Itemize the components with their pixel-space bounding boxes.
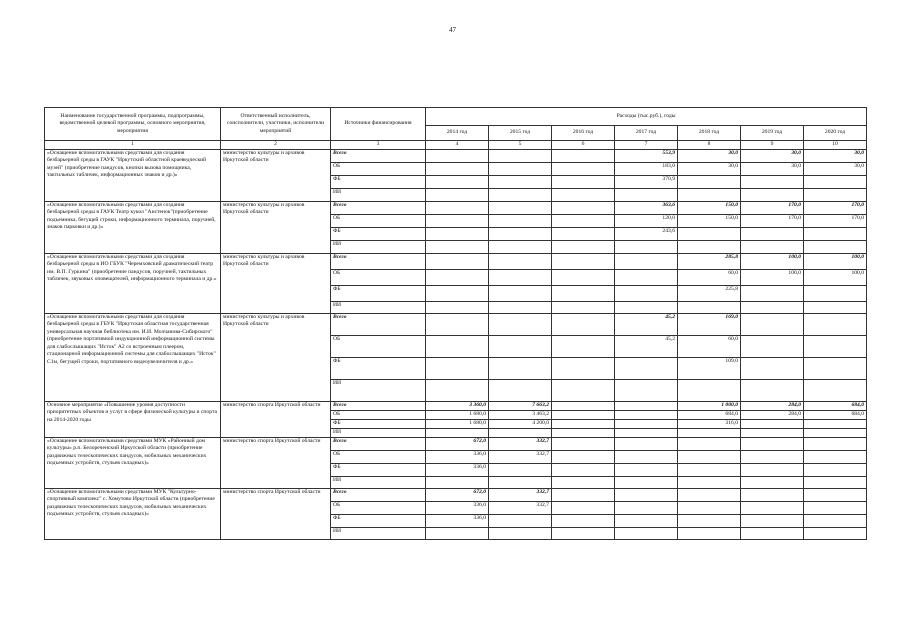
expense-value xyxy=(615,379,678,401)
expense-value xyxy=(678,379,741,401)
expense-value xyxy=(741,285,804,301)
expense-value xyxy=(615,488,678,501)
column-number: 8 xyxy=(678,141,741,150)
expense-value xyxy=(552,227,615,240)
expense-value xyxy=(678,240,741,253)
expense-value: 284,0 xyxy=(741,401,804,410)
expense-value: 332,7 xyxy=(489,501,552,514)
expense-value xyxy=(678,437,741,450)
expense-value: 30,0 xyxy=(741,162,804,175)
expense-value xyxy=(678,514,741,527)
expense-value xyxy=(615,269,678,285)
expense-value: 336,0 xyxy=(426,501,489,514)
expense-value xyxy=(741,419,804,428)
expense-value xyxy=(741,527,804,539)
column-number-row xyxy=(45,141,867,150)
funding-source: ОБ xyxy=(331,410,426,419)
expense-value xyxy=(552,501,615,514)
expense-value: 109,0 xyxy=(678,357,741,379)
expense-value xyxy=(426,527,489,539)
expense-value: 100,0 xyxy=(804,269,867,285)
expense-value: 120,0 xyxy=(615,214,678,227)
table-row xyxy=(45,488,867,501)
expense-value: 3 463,2 xyxy=(489,410,552,419)
expense-value: 4 200,0 xyxy=(489,419,552,428)
expense-value xyxy=(804,450,867,463)
expense-value xyxy=(678,501,741,514)
expense-value: 672,0 xyxy=(426,437,489,450)
expense-value xyxy=(489,527,552,539)
expense-value xyxy=(804,301,867,313)
expense-value: 45,2 xyxy=(615,313,678,335)
expense-value xyxy=(552,285,615,301)
expense-value xyxy=(552,401,615,410)
funding-source: Всего xyxy=(331,201,426,214)
expense-value xyxy=(426,175,489,188)
table-row xyxy=(45,201,867,214)
expense-value xyxy=(552,463,615,476)
expense-value xyxy=(489,240,552,253)
expense-value xyxy=(489,188,552,201)
expense-value xyxy=(804,357,867,379)
expense-value xyxy=(426,269,489,285)
expense-value: 30,0 xyxy=(741,149,804,162)
funding-source: ФБ xyxy=(331,357,426,379)
expense-value xyxy=(552,514,615,527)
expense-value xyxy=(678,450,741,463)
column-number: 9 xyxy=(741,141,804,150)
table-row xyxy=(45,313,867,335)
expense-value xyxy=(426,428,489,437)
expense-value xyxy=(489,201,552,214)
expense-value xyxy=(552,410,615,419)
header-year: 2018 год xyxy=(678,126,741,141)
expense-value: 183,0 xyxy=(615,162,678,175)
expense-value xyxy=(741,476,804,488)
expense-value xyxy=(426,240,489,253)
expense-value xyxy=(804,501,867,514)
expense-value: 1 000,0 xyxy=(678,401,741,410)
funding-source: Всего xyxy=(331,149,426,162)
expense-value: 170,0 xyxy=(741,201,804,214)
executor-name: министерство спорта Иркутской области xyxy=(221,488,331,539)
expense-value: 672,0 xyxy=(426,488,489,501)
expense-value: 336,0 xyxy=(426,514,489,527)
expense-value: 100,0 xyxy=(804,253,867,269)
expense-value xyxy=(426,313,489,335)
funding-source: ФБ xyxy=(331,227,426,240)
expense-value xyxy=(426,476,489,488)
column-number: 2 xyxy=(221,141,331,150)
expense-value xyxy=(804,463,867,476)
expense-value xyxy=(489,428,552,437)
expense-value xyxy=(489,357,552,379)
expense-value: 30,0 xyxy=(678,162,741,175)
expense-value xyxy=(489,162,552,175)
expense-value xyxy=(552,335,615,357)
expense-value xyxy=(552,301,615,313)
expense-value: 150,0 xyxy=(678,214,741,227)
expense-value xyxy=(489,175,552,188)
column-number: 4 xyxy=(426,141,489,150)
funding-source: ИИ xyxy=(331,240,426,253)
expense-value xyxy=(552,476,615,488)
expense-value xyxy=(741,301,804,313)
expense-value xyxy=(615,450,678,463)
activity-name: «Оснащение вспомогательными средствами МУК "Культурно-спортивный комплекс" с. Хомутово Иркутской области (приобретение раздвижных телескопических пандусов, мобильных механических подъемных устройств, стульев складных)» xyxy=(45,488,221,539)
executor-name: министерство культуры и архивов Иркутской области xyxy=(221,201,331,253)
funding-source: Всего xyxy=(331,401,426,410)
expense-value xyxy=(426,162,489,175)
expense-value: 336,0 xyxy=(426,450,489,463)
funding-source: ИИ xyxy=(331,188,426,201)
funding-source: ФБ xyxy=(331,419,426,428)
expense-value xyxy=(552,450,615,463)
expense-value xyxy=(552,253,615,269)
expense-value xyxy=(615,240,678,253)
table-row xyxy=(45,253,867,269)
expense-value: 684,0 xyxy=(678,410,741,419)
expense-value xyxy=(426,227,489,240)
expense-value xyxy=(741,313,804,335)
expense-value: 7 663,2 xyxy=(489,401,552,410)
expense-value xyxy=(741,240,804,253)
expense-value xyxy=(804,419,867,428)
expense-value xyxy=(615,253,678,269)
expense-value xyxy=(552,488,615,501)
expense-value xyxy=(552,149,615,162)
activity-name: «Оснащение вспомогательными средствами для создания безбарьерной среды в ГАУК Театр кукол "Аистенок"(приобретение подъемника, бегущей строки, информационного терминала, поручней, знаков парковки и др.)» xyxy=(45,201,221,253)
expense-value: 60,0 xyxy=(678,335,741,357)
expense-value xyxy=(741,450,804,463)
expense-value xyxy=(741,501,804,514)
expense-value xyxy=(489,463,552,476)
expense-value: 45,2 xyxy=(615,335,678,357)
expense-value xyxy=(552,188,615,201)
expense-value xyxy=(552,175,615,188)
expense-value xyxy=(804,335,867,357)
funding-source: Всего xyxy=(331,313,426,335)
expense-value: 30,0 xyxy=(804,149,867,162)
expense-value xyxy=(489,476,552,488)
header-year: 2015 год xyxy=(489,126,552,141)
column-number: 7 xyxy=(615,141,678,150)
expense-value: 336,0 xyxy=(426,463,489,476)
expense-value: 332,7 xyxy=(489,437,552,450)
expense-value xyxy=(426,335,489,357)
activity-name: «Оснащение вспомогательными средствами для создания безбарьерной среды в ГБУК "Иркутская областная государственная универсальная научная библиотека им. И.И. Молчанова-Сибирского" (приобретение портативной индукционной информационной системы для слабослышащих "Исток" А2 со встроенным плеером, стационарной информационной системы для слабослышащих "Исток" С1м, бегущей строки, портативного видеоувеличителя и др.» xyxy=(45,313,221,401)
expense-value xyxy=(489,335,552,357)
expense-value xyxy=(804,188,867,201)
expense-value xyxy=(804,227,867,240)
expense-value xyxy=(552,240,615,253)
expense-value xyxy=(489,313,552,335)
activity-name: «Оснащение вспомогательными средствами МУК «Районный дом культуры» р.п. Белореченский Иркутской области (приобретение раздвижных телескопических пандусов, мобильных механических подъемных устройств, стульев складных)» xyxy=(45,437,221,488)
expense-value: 553,9 xyxy=(615,149,678,162)
expense-value xyxy=(741,379,804,401)
expense-value xyxy=(426,379,489,401)
header-year: 2020 год xyxy=(804,126,867,141)
expense-value xyxy=(552,379,615,401)
funding-source: Всего xyxy=(331,488,426,501)
expense-value xyxy=(804,175,867,188)
expense-value xyxy=(741,463,804,476)
header-year: 2019 год xyxy=(741,126,804,141)
expense-value xyxy=(552,419,615,428)
budget-table xyxy=(44,107,867,540)
expense-value xyxy=(552,214,615,227)
expense-value xyxy=(426,301,489,313)
expense-value xyxy=(678,476,741,488)
header-expenses: Расходы (тыс.руб.), годы xyxy=(426,108,867,126)
funding-source: ИИ xyxy=(331,379,426,401)
expense-value xyxy=(615,437,678,450)
expense-value: 30,0 xyxy=(804,162,867,175)
expense-value: 316,0 xyxy=(678,419,741,428)
expense-value xyxy=(552,269,615,285)
expense-value xyxy=(741,227,804,240)
expense-value xyxy=(615,301,678,313)
expense-value xyxy=(615,428,678,437)
expense-value xyxy=(615,463,678,476)
expense-value xyxy=(741,335,804,357)
activity-name: «Оснащение вспомогательными средствами для создания безбарьерной среды в ГАУК "Иркутский областной краеведческий музей" (приобретение пандусов, кнопки вызова помощника, тактильных табличек, информационных знаков и др.)» xyxy=(45,149,221,201)
table-row xyxy=(45,149,867,162)
expense-value xyxy=(804,437,867,450)
expense-value xyxy=(552,527,615,539)
expense-value: 684,0 xyxy=(804,401,867,410)
expense-value xyxy=(804,285,867,301)
expense-value xyxy=(615,357,678,379)
executor-name: министерство спорта Иркутской области xyxy=(221,437,331,488)
column-number: 1 xyxy=(45,141,221,150)
expense-value: 225,8 xyxy=(678,285,741,301)
expense-value xyxy=(678,175,741,188)
header-source: Источники финансирования xyxy=(331,108,426,141)
funding-source: ИИ xyxy=(331,301,426,313)
funding-source: ФБ xyxy=(331,463,426,476)
expense-value xyxy=(426,285,489,301)
expense-value xyxy=(426,214,489,227)
expense-value xyxy=(426,188,489,201)
expense-value: 332,7 xyxy=(489,488,552,501)
executor-name: министерство культуры и архивов Иркутской области xyxy=(221,313,331,401)
expense-value: 363,6 xyxy=(615,201,678,214)
expense-value: 170,0 xyxy=(804,214,867,227)
expense-value xyxy=(489,379,552,401)
expense-value xyxy=(678,227,741,240)
executor-name: министерство спорта Иркутской области xyxy=(221,401,331,437)
expense-value xyxy=(552,313,615,335)
funding-source: ОБ xyxy=(331,501,426,514)
expense-value: 243,6 xyxy=(615,227,678,240)
funding-source: ОБ xyxy=(331,269,426,285)
column-number: 10 xyxy=(804,141,867,150)
funding-source: ИИ xyxy=(331,527,426,539)
funding-source: ОБ xyxy=(331,335,426,357)
expense-value xyxy=(678,188,741,201)
expense-value xyxy=(741,488,804,501)
expense-value xyxy=(678,463,741,476)
expense-value xyxy=(804,527,867,539)
page-number: 47 xyxy=(449,26,456,34)
header-executor: Ответственный исполнитель, соисполнители, участники, исполнители мероприятий xyxy=(221,108,331,141)
expense-value xyxy=(552,162,615,175)
expense-value xyxy=(678,527,741,539)
expense-value xyxy=(741,188,804,201)
header-year: 2017 год xyxy=(615,126,678,141)
expense-value: 684,0 xyxy=(804,410,867,419)
expense-value xyxy=(552,201,615,214)
column-number: 6 xyxy=(552,141,615,150)
expense-value: 150,0 xyxy=(678,201,741,214)
expense-value xyxy=(489,269,552,285)
expense-value xyxy=(804,514,867,527)
column-number: 3 xyxy=(331,141,426,150)
expense-value: 60,0 xyxy=(678,269,741,285)
expense-value xyxy=(426,149,489,162)
expense-value xyxy=(615,419,678,428)
expense-value xyxy=(678,301,741,313)
expense-value: 332,7 xyxy=(489,450,552,463)
expense-value xyxy=(489,514,552,527)
expense-value: 100,0 xyxy=(741,269,804,285)
expense-value xyxy=(489,301,552,313)
header-row xyxy=(45,108,867,126)
funding-source: ОБ xyxy=(331,214,426,227)
expense-value xyxy=(678,428,741,437)
expense-value xyxy=(615,514,678,527)
table-row xyxy=(45,401,867,410)
expense-value xyxy=(552,357,615,379)
expense-value xyxy=(615,285,678,301)
expense-value xyxy=(615,527,678,539)
expense-value xyxy=(804,476,867,488)
expense-value: 1 680,0 xyxy=(426,410,489,419)
expense-value xyxy=(741,428,804,437)
expense-value: 170,0 xyxy=(741,214,804,227)
expense-value xyxy=(489,227,552,240)
funding-source: Всего xyxy=(331,253,426,269)
funding-source: ИИ xyxy=(331,476,426,488)
header-year: 2016 год xyxy=(552,126,615,141)
expense-value xyxy=(552,437,615,450)
expense-value xyxy=(741,514,804,527)
header-year: 2014 год xyxy=(426,126,489,141)
expense-value xyxy=(426,201,489,214)
expense-value: 170,0 xyxy=(804,201,867,214)
expense-value xyxy=(804,428,867,437)
expense-value xyxy=(678,488,741,501)
expense-value xyxy=(615,401,678,410)
funding-source: ФБ xyxy=(331,175,426,188)
funding-source: Всего xyxy=(331,437,426,450)
expense-value xyxy=(741,357,804,379)
funding-source: ФБ xyxy=(331,514,426,527)
expense-value xyxy=(489,285,552,301)
expense-value xyxy=(426,253,489,269)
expense-value xyxy=(615,476,678,488)
expense-value xyxy=(804,379,867,401)
expense-value xyxy=(615,410,678,419)
expense-value: 30,0 xyxy=(678,149,741,162)
expense-value xyxy=(552,428,615,437)
funding-source: ИИ xyxy=(331,428,426,437)
funding-source: ОБ xyxy=(331,162,426,175)
expense-value: 285,8 xyxy=(678,253,741,269)
funding-source: ФБ xyxy=(331,285,426,301)
header-name: Наименование государственной программы, подпрограммы, ведомственной целевой программы, основного мероприятия, мероприятия xyxy=(45,108,221,141)
activity-name: Основное мероприятие «Повышение уровня доступности приоритетных объектов и услуг в сфере физической культуры и спорта на 2014-2020 годы xyxy=(45,401,221,437)
expense-value xyxy=(489,149,552,162)
expense-value xyxy=(615,188,678,201)
expense-value xyxy=(741,175,804,188)
expense-value: 169,0 xyxy=(678,313,741,335)
expense-value: 1 680,0 xyxy=(426,419,489,428)
expense-value xyxy=(741,437,804,450)
table-row xyxy=(45,437,867,450)
expense-value xyxy=(615,501,678,514)
expense-value xyxy=(489,214,552,227)
expense-value: 100,0 xyxy=(741,253,804,269)
funding-source: ОБ xyxy=(331,450,426,463)
expense-value xyxy=(804,488,867,501)
expense-value xyxy=(426,357,489,379)
expense-value: 3 360,0 xyxy=(426,401,489,410)
expense-value xyxy=(804,313,867,335)
expense-value xyxy=(804,240,867,253)
column-number: 5 xyxy=(489,141,552,150)
expense-value xyxy=(489,253,552,269)
executor-name: министерство культуры и архивов Иркутской области xyxy=(221,149,331,201)
expense-value: 284,0 xyxy=(741,410,804,419)
activity-name: «Оснащение вспомогательными средствами для создания безбарьерной среды в ИО ГБУК "Черемховский драматический театр им. В.П. Гуркина" (приобретение пандусов, поручней, тактильных табличек, звуковых оповещателей, информационного терминала и др.» xyxy=(45,253,221,313)
expense-value: 370,9 xyxy=(615,175,678,188)
executor-name: министерство культуры и архивов Иркутской области xyxy=(221,253,331,313)
